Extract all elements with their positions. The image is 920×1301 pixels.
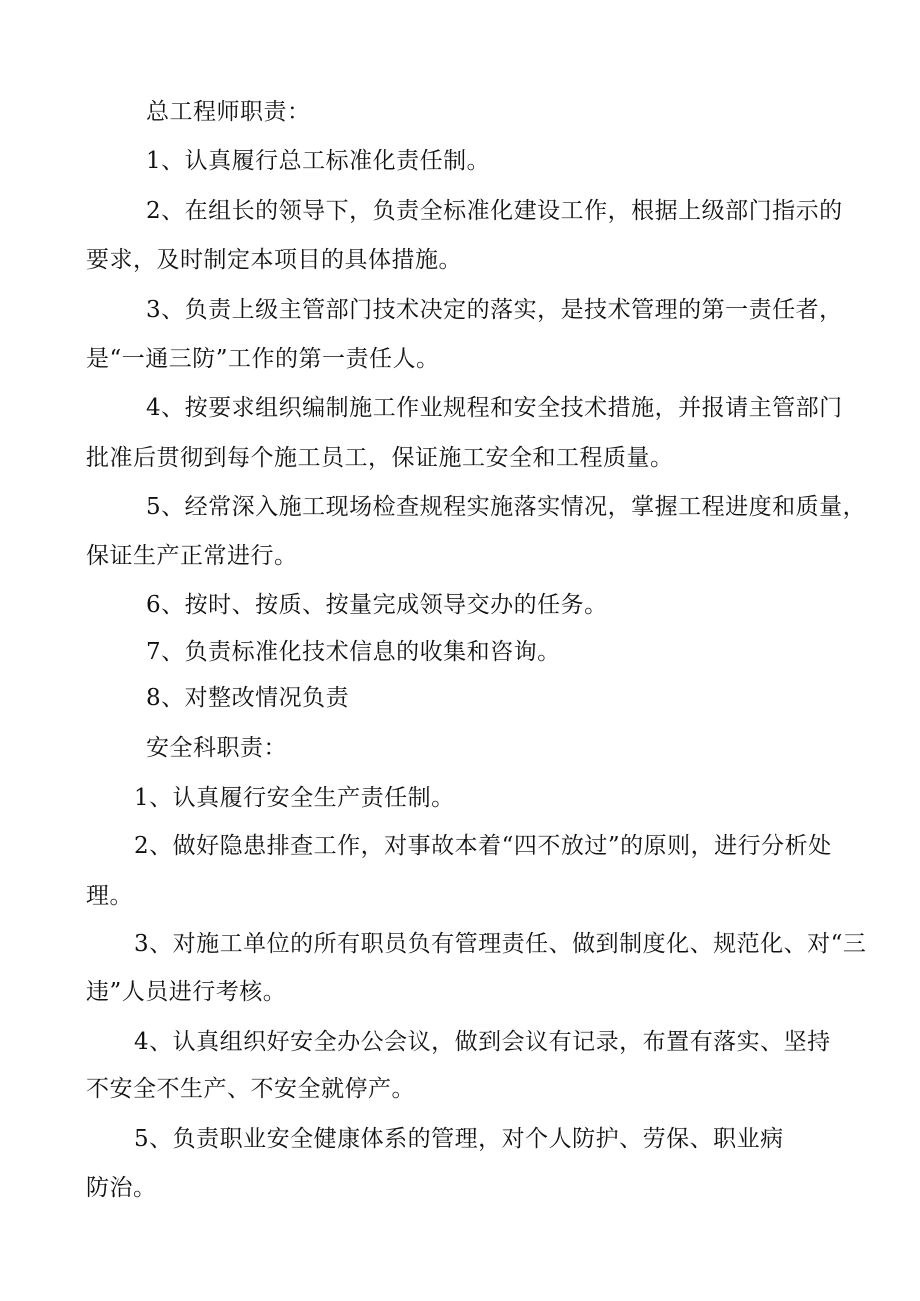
chief-item-1-line-1: 1、认真履行总工标准化责任制。 xyxy=(146,148,491,174)
safety-item-4-line-1: 4、认真组织好安全办公会议，做到会议有记录，布置有落实、坚持 xyxy=(134,1029,831,1055)
chief-item-4-line-1: 4、按要求组织编制施工作业规程和安全技术措施，并报请主管部门 xyxy=(146,395,843,421)
safety-item-3-line-2: 违”人员进行考核。 xyxy=(86,979,287,1005)
safety-item-2-line-2: 理。 xyxy=(86,883,133,909)
safety-item-3-line-1: 3、对施工单位的所有职员负有管理责任、做到制度化、规范化、对“三 xyxy=(134,931,867,957)
safety-item-5-line-1: 5、负责职业安全健康体系的管理，对个人防护、劳保、职业病 xyxy=(134,1126,784,1152)
chief-item-3-line-1: 3、负责上级主管部门技术决定的落实，是技术管理的第一责任者， xyxy=(146,297,843,323)
chief-item-3-line-2: 是“一通三防”工作的第一责任人。 xyxy=(86,346,440,372)
chief-item-4-line-2: 批准后贯彻到每个施工员工，保证施工安全和工程质量。 xyxy=(86,445,674,471)
chief-item-6-line-1: 6、按时、按质、按量完成领导交办的任务。 xyxy=(146,592,608,618)
safety-item-1-line-1: 1、认真履行安全生产责任制。 xyxy=(134,785,455,811)
chief-item-2-line-2: 要求，及时制定本项目的具体措施。 xyxy=(86,247,462,273)
chief-item-7-line-1: 7、负责标准化技术信息的收集和咨询。 xyxy=(146,639,561,665)
section-heading-safety-dept: 安全科职责： xyxy=(146,735,287,761)
chief-item-8-line-1: 8、对整改情况负责 xyxy=(146,685,350,711)
safety-item-4-line-2: 不安全不生产、不安全就停产。 xyxy=(86,1076,415,1102)
section-heading-chief-engineer: 总工程师职责： xyxy=(146,99,311,125)
chief-item-2-line-1: 2、在组长的领导下，负责全标准化建设工作，根据上级部门指示的 xyxy=(146,198,843,224)
chief-item-5-line-1: 5、经常深入施工现场检查规程实施落实情况，掌握工程进度和质量， xyxy=(146,494,867,520)
chief-item-5-line-2: 保证生产正常进行。 xyxy=(86,543,298,569)
safety-item-2-line-1: 2、做好隐患排查工作，对事故本着“四不放过”的原则，进行分析处 xyxy=(134,833,832,859)
safety-item-5-line-2: 防治。 xyxy=(86,1175,157,1201)
